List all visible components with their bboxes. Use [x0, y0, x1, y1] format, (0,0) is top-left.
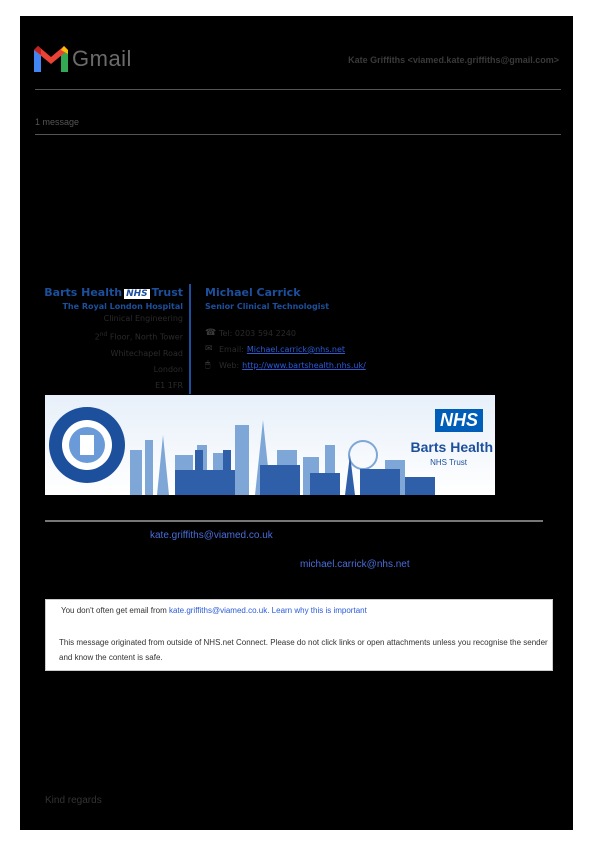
envelope-icon: ✉ [205, 344, 213, 354]
gmail-logo[interactable] [34, 46, 132, 72]
signature-contact-block [205, 286, 366, 373]
header-divider [35, 89, 561, 90]
nhs-logo: NHS [435, 409, 483, 432]
warning-headline: You don't often get email from kate.griffiths@viamed.co.uk. Learn why this is important [61, 606, 367, 615]
from-email-link[interactable]: kate.griffiths@viamed.co.uk [150, 530, 273, 541]
external-sender-warning [45, 599, 553, 671]
learn-why-link[interactable]: . Learn why this is important [267, 606, 367, 615]
warning-body: This message originated from outside of NHS.net Connect. Please do not click links or open attachments unless you recognise the sender and know the content is safe. [59, 638, 548, 662]
phone-icon: ☎ [205, 328, 217, 338]
nhs-trust-text: NHS Trust [430, 458, 467, 467]
message-count: 1 message [35, 117, 80, 127]
email-row: ✉ Email: Michael.carrick@nhs.net [205, 344, 346, 354]
postcode-line: E1 1FR [155, 380, 183, 390]
signature-address-block [40, 286, 183, 394]
mouse-icon: 🖱 [205, 360, 211, 370]
dept-line: Clinical Engineering [103, 314, 183, 323]
trust-name: Barts Health NHS Trust [44, 286, 183, 299]
quote-divider [45, 520, 543, 522]
signature-banner [45, 395, 495, 495]
warning-email-link[interactable]: kate.griffiths@viamed.co.uk [168, 606, 268, 615]
web-row: 🖱 Web: http://www.bartshealth.nhs.uk/ [205, 360, 366, 370]
tel-row: ☎ Tel: 0203 594 2240 [205, 328, 296, 338]
city-line: London [153, 364, 183, 374]
sender-role: Senior Clinical Technologist [205, 302, 330, 311]
street-line: Whitechapel Road [110, 348, 183, 358]
account-label: Kate Griffiths <viamed.kate.griffiths@gmail.com> [348, 55, 559, 65]
hospital-name: The Royal London Hospital [62, 302, 183, 311]
clinical-engineering-badge-icon [47, 405, 127, 485]
email-page [20, 16, 573, 830]
thread-divider [35, 134, 561, 135]
nhs-inline-logo: NHS [126, 289, 148, 299]
barts-health-text: Barts Health [410, 439, 493, 455]
gmail-logo-icon [34, 46, 68, 72]
signature-divider [189, 284, 191, 394]
floor-line: 2nd Floor, North Tower [94, 331, 183, 342]
closing-text: Kind regards [45, 795, 102, 806]
sender-name: Michael Carrick [205, 286, 301, 299]
to-email-link[interactable]: michael.carrick@nhs.net [300, 559, 410, 570]
web-link[interactable]: http://www.bartshealth.nhs.uk/ [242, 360, 366, 370]
email-link[interactable]: Michael.carrick@nhs.net [246, 344, 346, 354]
gmail-wordmark: Gmail [72, 46, 132, 71]
